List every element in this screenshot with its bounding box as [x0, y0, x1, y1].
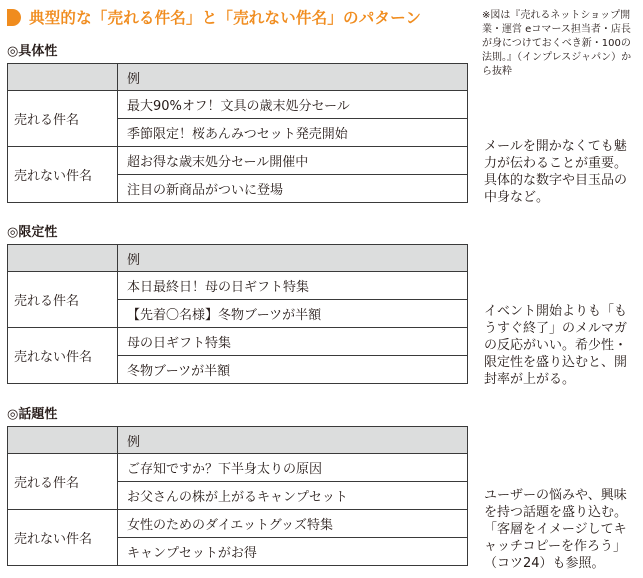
table-header-blank — [8, 427, 118, 454]
page-title-text: 典型的な「売れる件名」と「売れない件名」のパターン — [29, 9, 422, 27]
table-header-example: 例 — [118, 427, 468, 454]
table-header-blank — [8, 245, 118, 272]
section-note-specificity: メールを開かなくても魅力が伝わることが重要。具体的な数字や目玉品の中身など。 — [484, 139, 628, 205]
example-cell: 超お得な歳末処分セール開催中 — [118, 147, 468, 175]
table-row — [8, 147, 468, 175]
page-title — [7, 6, 421, 28]
table-row — [8, 510, 468, 538]
example-cell: 最大90%オフ！文具の歳末処分セール — [118, 91, 468, 119]
example-cell: 女性のためのダイエットグッズ特集 — [118, 510, 468, 538]
example-cell: ご存知ですか？下半身太りの原因 — [118, 454, 468, 482]
table-row — [8, 328, 468, 356]
row-group-selling: 売れる件名 — [8, 91, 118, 147]
title-marker-icon — [7, 9, 21, 26]
table-row — [8, 454, 468, 482]
example-cell: 季節限定！桜あんみつセット発売開始 — [118, 119, 468, 147]
section-heading-topicality: ◎話題性 — [7, 407, 58, 422]
section-heading-scarcity: ◎限定性 — [7, 225, 58, 240]
example-cell: キャンプセットがお得 — [118, 538, 468, 566]
table-header-row — [8, 245, 468, 272]
comparison-table-scarcity — [7, 244, 468, 384]
table-row — [8, 91, 468, 119]
example-cell: 注目の新商品がついに登場 — [118, 175, 468, 203]
table-header-row — [8, 64, 468, 91]
row-group-selling: 売れる件名 — [8, 454, 118, 510]
example-cell: 母の日ギフト特集 — [118, 328, 468, 356]
example-cell: 【先着〇名様】冬物ブーツが半額 — [118, 300, 468, 328]
example-cell: 冬物ブーツが半額 — [118, 356, 468, 384]
section-note-topicality: ユーザーの悩みや、興味を持つ話題を盛り込む。「客層をイメージしてキャッチコピーを作ろう」（コツ24）も参照。 — [484, 488, 628, 571]
section-heading-specificity: ◎具体性 — [7, 44, 58, 59]
comparison-table-topicality — [7, 426, 468, 566]
table-header-blank — [8, 64, 118, 91]
example-cell: お父さんの株が上がるキャンプセット — [118, 482, 468, 510]
source-note: ※図は『売れるネットショップ開業・運営 eコマース担当者・店長が身につけておくべき新・100の法則。』（インプレスジャパン）から抜粋 — [482, 10, 632, 77]
row-group-not-selling: 売れない件名 — [8, 510, 118, 566]
table-header-row — [8, 427, 468, 454]
row-group-not-selling: 売れない件名 — [8, 147, 118, 203]
table-header-example: 例 — [118, 245, 468, 272]
table-row — [8, 272, 468, 300]
row-group-not-selling: 売れない件名 — [8, 328, 118, 384]
row-group-selling: 売れる件名 — [8, 272, 118, 328]
comparison-table-specificity — [7, 63, 468, 203]
table-header-example: 例 — [118, 64, 468, 91]
example-cell: 本日最終日！母の日ギフト特集 — [118, 272, 468, 300]
section-note-scarcity: イベント開始よりも「もうすぐ終了」のメルマガの反応がいい。希少性・限定性を盛り込むと、開封率が上がる。 — [484, 304, 628, 387]
